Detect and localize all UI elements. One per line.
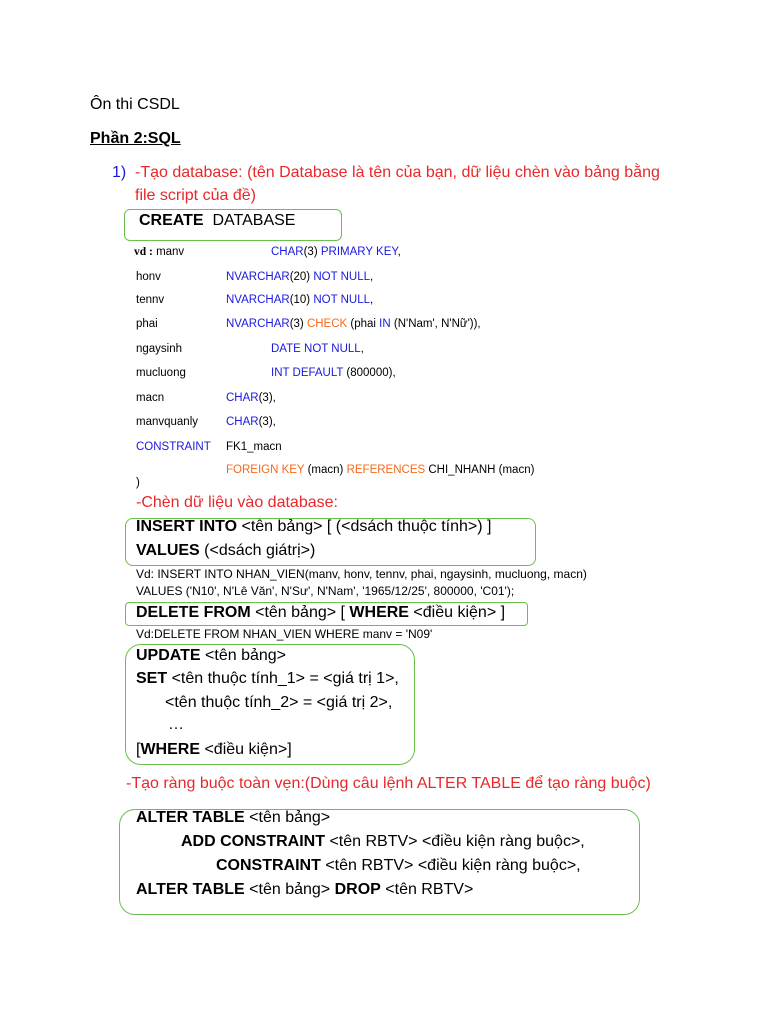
insert-example-line-2: VALUES ('N10', N'Lê Văn', N'Sư', N'Nam', '1965/12/25', 800000, 'C01');: [136, 584, 515, 598]
delete-syntax-line: DELETE FROM <tên bảng> [ WHERE <điều kiện> ]: [136, 604, 506, 621]
alter-syntax-line-2: ADD CONSTRAINT <tên RBTV> <điều kiện ràng buộc>,: [181, 833, 585, 850]
task-line-2: file script của đề): [135, 187, 256, 204]
task-line-1: -Tạo database: (tên Database là tên của bạn, dữ liệu chèn vào bảng bằng: [135, 164, 660, 181]
example-type-mucluong: INT DEFAULT (800000),: [271, 367, 396, 379]
insert-example-line-1: Vd: INSERT INTO NHAN_VIEN(manv, honv, tennv, phai, ngaysinh, mucluong, macn): [136, 567, 587, 581]
constraint-heading: -Tạo ràng buộc toàn vẹn:(Dùng câu lệnh ALTER TABLE để tạo ràng buộc): [126, 775, 651, 792]
update-syntax-line-4: …: [168, 716, 184, 733]
example-type-macn: CHAR(3),: [226, 392, 276, 404]
example-type-ngaysinh: DATE NOT NULL,: [271, 343, 364, 355]
example-row-ngaysinh: ngaysinh: [136, 343, 183, 355]
example-type-manv: CHAR(3) PRIMARY KEY,: [271, 246, 401, 258]
update-syntax-line-2: SET <tên thuộc tính_1> = <giá trị 1>,: [136, 670, 399, 687]
example-row-manv: vd : manv: [134, 246, 185, 258]
alter-syntax-line-4: ALTER TABLE <tên bảng> DROP <tên RBTV>: [136, 881, 474, 898]
example-constraint-keyword: CONSTRAINT: [136, 441, 211, 453]
example-row-macn: macn: [136, 392, 165, 404]
update-syntax-line-1: UPDATE <tên bảng>: [136, 647, 287, 664]
update-syntax-line-5: [WHERE <điều kiện>]: [136, 741, 292, 758]
example-type-honv: NVARCHAR(20) NOT NULL,: [226, 271, 374, 283]
list-number: 1): [112, 164, 127, 181]
create-database-statement: CREATE DATABASE: [139, 212, 296, 229]
example-row-manvquanly: manvquanly: [136, 416, 199, 428]
insert-heading: -Chèn dữ liệu vào database:: [136, 494, 338, 511]
section-heading: Phần 2:SQL: [90, 130, 181, 147]
example-type-tennv: NVARCHAR(10) NOT NULL,: [226, 294, 374, 306]
alter-syntax-line-3: CONSTRAINT <tên RBTV> <điều kiện ràng buộc>,: [216, 857, 581, 874]
delete-example-line: Vd:DELETE FROM NHAN_VIEN WHERE manv = 'N09': [136, 627, 433, 641]
example-type-manvquanly: CHAR(3),: [226, 416, 276, 428]
example-row-phai: phai: [136, 318, 158, 330]
insert-syntax-line-2: VALUES (<dsách giátrị>): [136, 542, 316, 559]
alter-syntax-line-1: ALTER TABLE <tên bảng>: [136, 809, 331, 826]
example-type-phai: NVARCHAR(3) CHECK (phai IN (N'Nam', N'Nữ')),: [226, 318, 481, 330]
example-row-tennv: tennv: [136, 294, 165, 306]
example-row-honv: honv: [136, 271, 161, 283]
example-close-paren: ): [136, 477, 140, 489]
example-foreign-key: FOREIGN KEY (macn) REFERENCES CHI_NHANH (macn): [226, 464, 535, 476]
update-syntax-line-3: <tên thuộc tính_2> = <giá trị 2>,: [165, 694, 393, 711]
page-title: Ôn thi CSDL: [90, 96, 180, 113]
example-constraint-name: FK1_macn: [226, 441, 282, 453]
insert-syntax-line-1: INSERT INTO <tên bảng> [ (<dsách thuộc tính>) ]: [136, 518, 492, 535]
example-row-mucluong: mucluong: [136, 367, 186, 379]
